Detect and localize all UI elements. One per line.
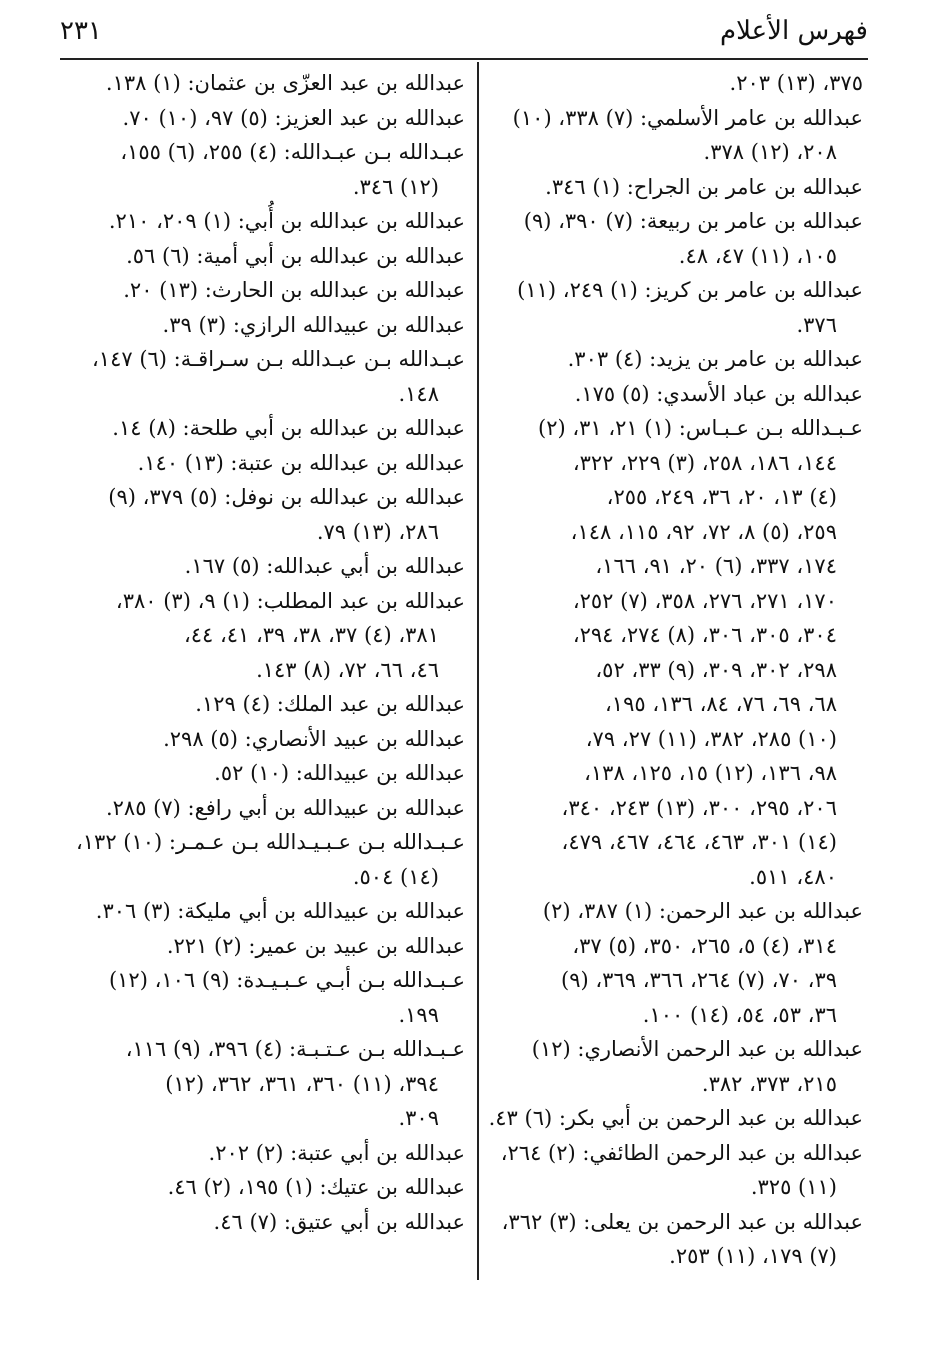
entry-line: عبدالله بن عبيدالله الرازي: (٣) ٣٩. (162, 312, 465, 337)
index-entry (488, 1136, 863, 1205)
entry-continuation-line: ٩٨، ١٣٦، (١٢) ١٥، ١٢٥، ١٣٨، (584, 761, 837, 785)
entry-line: عـبـدالله بـن عـتـبـة: (٤) ٣٩٦، (٩) ١١٦، (125, 1037, 465, 1061)
index-entry (95, 66, 465, 101)
entry-line: عبدالله بن عامر بن كريز: (١) ٢٤٩، (١١) (517, 278, 863, 302)
index-entry (488, 101, 863, 170)
entry-line: عبدالله بن أبي عبدالله: (٥) ١٦٧. (184, 554, 465, 578)
entry-line: عبدالله بن عبد العزّى بن عثمان: (١) ١٣٨. (105, 71, 465, 95)
entry-line: عبدالله بن عبدالله بن عتبة: (١٣) ١٤٠. (137, 450, 465, 475)
entry-continuation-line: (١٢) ٣٤٦. (352, 174, 439, 199)
entry-continuation-line: ٢٠٨، (١٢) ٣٧٨. (703, 140, 837, 164)
entry-line: عبدالله بن عامر بن يزيد: (٤) ٣٠٣. (567, 347, 863, 371)
index-entry (95, 791, 465, 826)
index-entry (95, 1136, 465, 1171)
entry-continuation-line: ٣٦، ٥٣، ٥٤، (١٤) ١٠٠. (642, 1002, 837, 1027)
entry-line: عبدالله بن عبدالله بن أُبي: (١) ٢٠٩، ٢١٠. (108, 209, 465, 233)
index-entry (95, 1032, 465, 1136)
index-column-left (75, 66, 465, 1239)
index-entry (488, 204, 863, 273)
index-entry (95, 894, 465, 929)
entry-continuation-line: (١٤) ٥٠٤. (352, 864, 439, 889)
entry-continuation-line: ١٩٩. (398, 1002, 439, 1027)
entry-line: عبدالله بن عبدالله بن أبي أمية: (٦) ٥٦. (126, 243, 465, 268)
entry-line: عبدالله بن عبدالله بن نوفل: (٥) ٣٧٩، (٩) (108, 485, 465, 509)
entry-continuation-line: ٤٨٠، ٥١١. (749, 864, 837, 889)
index-entry (95, 239, 465, 274)
entry-continuation-line: ٣٠٤، ٣٠٥، ٣٠٦، (٨) ٢٧٤، ٢٩٤، (572, 623, 837, 647)
entry-line: عبـدالله بـن عبـدالله: (٤) ٢٥٥، (٦) ١٥٥، (120, 140, 465, 164)
entry-line: عبدالله بن عبيدالله بن أبي رافع: (٧) ٢٨٥. (105, 795, 465, 820)
entry-line: عبدالله بن عبد العزيز: (٥) ٩٧، (١٠) ٧٠. (122, 105, 465, 130)
index-entry (95, 101, 465, 136)
index-entry (95, 411, 465, 446)
entry-continuation-line: ٢١٥، ٣٧٣، ٣٨٢. (701, 1071, 837, 1096)
index-entry (95, 584, 465, 688)
entry-continuation-line: (١١) ٣٢٥. (750, 1175, 837, 1199)
index-entry (488, 1101, 863, 1136)
entry-continuation-line: ١٠٥، (١١) ٤٧، ٤٨. (678, 243, 837, 268)
entry-line: عبدالله بن عبد الرحمن بن أبي بكر: (٦) ٤٣. (488, 1106, 863, 1130)
entry-continuation-line: ٣٨١، (٤) ٣٧، ٣٨، ٣٩، ٤١، ٤٤، (183, 623, 439, 647)
index-entry (488, 1205, 863, 1274)
entry-continuation-line: (١٤) ٣٠١، ٤٦٣، ٤٦٤، ٤٦٧، ٤٧٩، (561, 830, 837, 854)
entry-continuation-line: ٣٠٩. (398, 1106, 439, 1130)
entry-continuation-line: ٦٨، ٦٩، ٧٦، ٨٤، ١٣٦، ١٩٥، (605, 692, 837, 716)
entry-line: عبدالله بن عبد المطلب: (١) ٩، (٣) ٣٨٠، (115, 588, 465, 613)
entry-continuation-line: ١٧٤، ٣٣٧، (٦) ٢٠، ٩١، ١٦٦، (595, 554, 837, 578)
index-entry (95, 687, 465, 722)
entry-line: عـبـدالله بـن عـبـاس: (١) ٢١، ٣١، (٢) (538, 416, 863, 440)
index-entry (95, 480, 465, 549)
entry-continuation-line: ٣٧٦. (796, 312, 837, 337)
entry-continuation-line: ٢٨٦، (١٣) ٧٩. (316, 519, 439, 544)
index-entry (488, 1032, 863, 1101)
entry-line: عبدالله بن عامر بن ربيعة: (٧) ٣٩٠، (٩) (523, 209, 863, 233)
index-entry (488, 894, 863, 1032)
entry-continuation-line: (١٠) ٢٨٥، ٣٨٢، (١١) ٢٧، ٧٩، (585, 726, 837, 751)
index-entry (75, 825, 465, 894)
index-entry (95, 1205, 465, 1240)
column-divider (477, 62, 479, 1280)
entry-line: ٣٧٥، (١٣) ٢٠٣. (729, 71, 863, 95)
header-rule (60, 58, 868, 60)
entry-line: عبدالله بن عبيد الأنصاري: (٥) ٢٩٨. (163, 726, 465, 751)
entry-line: عـبـدالله بـن عـبـيـدالله بـن عـمـر: (١٠) ١٣٢، (75, 830, 465, 854)
entry-line: عبدالله بن عباد الأسدي: (٥) ١٧٥. (574, 381, 863, 406)
entry-line: عبدالله بن أبي عتبة: (٢) ٢٠٢. (208, 1140, 465, 1165)
entry-line: عبدالله بن عبد الملك: (٤) ١٢٩. (195, 692, 465, 716)
entry-continuation-line: ٢٩٨، ٣٠٢، ٣٠٩، (٩) ٣٣، ٥٢، (595, 657, 837, 682)
index-entry (488, 170, 863, 205)
index-entry (488, 66, 863, 101)
entry-line: عبدالله بن عبيد بن عمير: (٢) ٢٢١. (166, 933, 465, 958)
entry-continuation-line: (٧) ١٧٩، (١١) ٢٥٣. (669, 1244, 837, 1268)
entry-line: عبدالله بن عامر بن الجراح: (١) ٣٤٦. (545, 174, 863, 199)
entry-continuation-line: ٣٩، ٧٠، (٧) ٢٦٤، ٣٦٦، ٣٦٩، (٩) (561, 968, 837, 992)
entry-continuation-line: ٣١٤، (٤) ٥، ٢٦٥، ٣٥٠، (٥) ٣٧، (572, 933, 837, 958)
entry-line: عبـدالله بـن عبـدالله بـن سـراقـة: (٦) ١٤٧، (92, 347, 465, 371)
entry-line: عبدالله بن عبد الرحمن: (١) ٣٨٧، (٢) (542, 899, 863, 923)
entry-continuation-line: ٤٦، ٦٦، ٧٢، (٨) ١٤٣. (256, 657, 439, 682)
entry-line: عبدالله بن أبي عتيق: (٧) ٤٦. (213, 1209, 465, 1234)
entry-line: عبدالله بن عبد الرحمن الطائفي: (٢) ٢٦٤، (500, 1140, 863, 1165)
entry-continuation-line: ١٤٤، ١٨٦، ٢٥٨، (٣) ٢٢٩، ٣٢٢، (572, 450, 837, 475)
entry-line: عبدالله بن عامر الأسلمي: (٧) ٣٣٨، (١٠) (512, 105, 863, 130)
index-entry (95, 135, 465, 204)
entry-line: عبدالله بن عبدالله بن الحارث: (١٣) ٢٠. (123, 278, 465, 302)
index-entry (95, 204, 465, 239)
index-entry (95, 1170, 465, 1205)
entry-line: عبدالله بن عبد الرحمن بن يعلى: (٣) ٣٦٢، (501, 1209, 863, 1234)
entry-continuation-line: ٢٥٩، (٥) ٨، ٧٢، ٩٢، ١١٥، ١٤٨، (570, 519, 837, 544)
index-entry (95, 549, 465, 584)
index-entry (92, 342, 465, 411)
index-entry (488, 411, 863, 894)
index-entry (95, 446, 465, 481)
entry-continuation-line: ١٤٨. (398, 381, 439, 406)
index-entry (95, 273, 465, 308)
index-entry (95, 308, 465, 343)
index-column-right (488, 66, 863, 1274)
entry-continuation-line: (٤) ١٣، ٢٠، ٣٦، ٢٤٩، ٢٥٥، (606, 485, 837, 509)
entry-continuation-line: ٢٠٦، ٢٩٥، ٣٠٠، (١٣) ٢٤٣، ٣٤٠، (561, 795, 837, 820)
index-entry (488, 377, 863, 412)
index-entry (95, 929, 465, 964)
entry-line: عبدالله بن عبدالله بن أبي طلحة: (٨) ١٤. (112, 416, 465, 440)
page-heading: فهرس الأعلام (720, 16, 868, 46)
index-entry (488, 342, 863, 377)
index-entry (95, 722, 465, 757)
entry-line: عبدالله بن عبيدالله: (١٠) ٥٢. (214, 761, 465, 785)
index-entry (95, 756, 465, 791)
entry-line: عبدالله بن عتيك: (١) ١٩٥، (٢) ٤٦. (167, 1175, 465, 1199)
index-entry (95, 963, 465, 1032)
entry-line: عبدالله بن عبيدالله بن أبي مليكة: (٣) ٣٠٦. (95, 899, 465, 923)
page-number: ٢٣١ (60, 16, 102, 46)
entry-continuation-line: ٣٩٤، (١١) ٣٦٠، ٣٦١، ٣٦٢، (١٢) (165, 1071, 439, 1096)
entry-continuation-line: ١٧٠، ٢٧١، ٢٧٦، ٣٥٨، (٧) ٢٥٢، (572, 588, 837, 613)
index-entry (488, 273, 863, 342)
entry-line: عبدالله بن عبد الرحمن الأنصاري: (١٢) (531, 1037, 863, 1061)
page-header (60, 14, 868, 54)
entry-line: عـبـدالله بـن أبـي عـبـيـدة: (٩) ١٠٦، (١٢) (108, 968, 465, 992)
